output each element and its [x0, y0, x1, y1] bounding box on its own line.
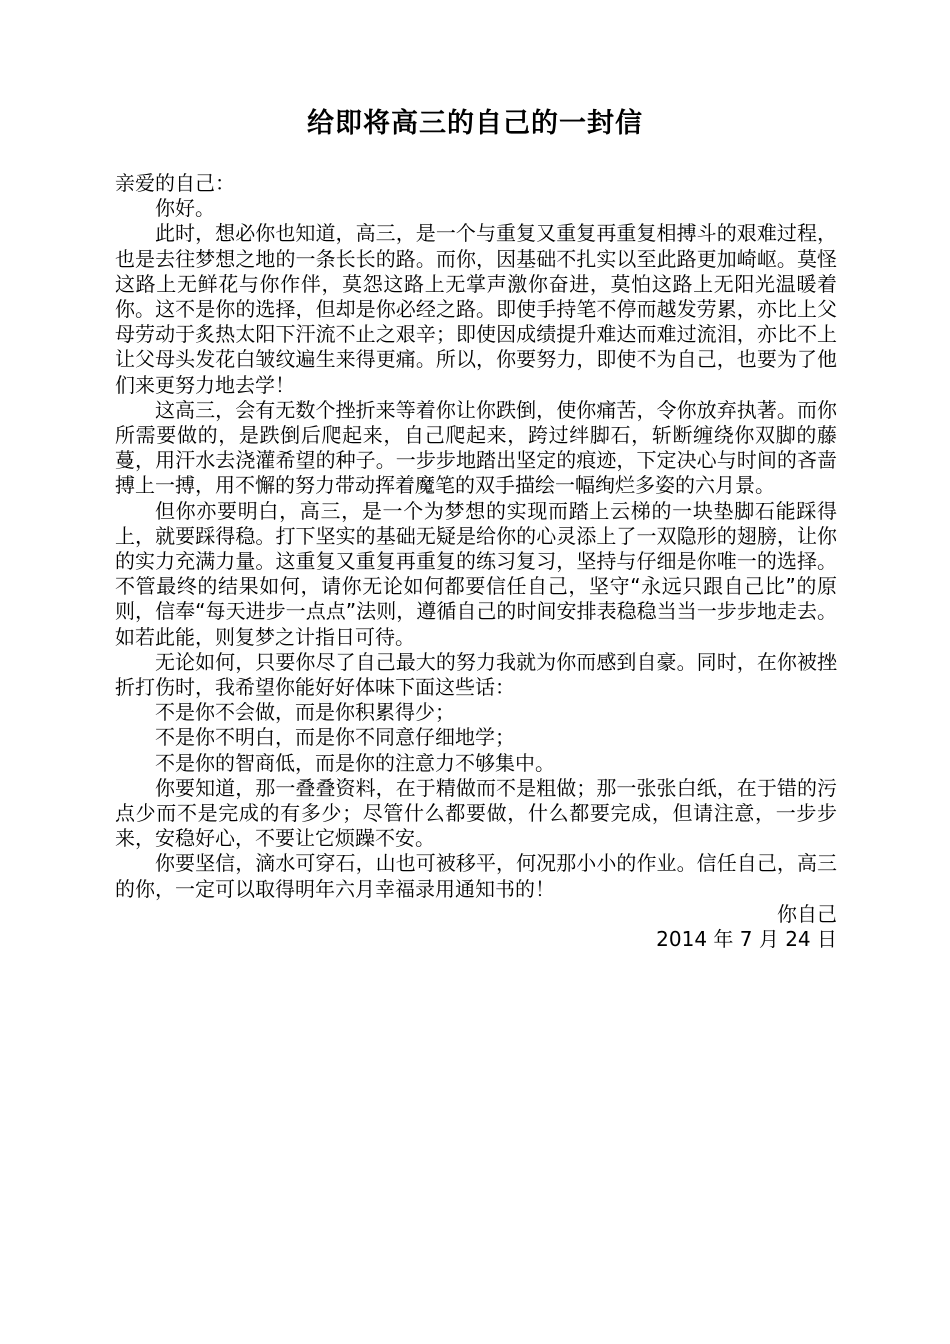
saying-3: 不是你的智商低，而是你的注意力不够集中。 [155, 750, 555, 775]
salutation: 亲爱的自己： [115, 171, 235, 195]
paragraph-1: 此时，想必你也知道，高三，是一个与重复又重复再重复相搏斗的艰难过程，也是去往梦想之地的一条长长的路。而你，因基础不扎实以至此路更加崎岖。莫怪这路上无鲜花与你作伴，莫怨这路上无掌声激你奋进，莫怕这路上无阳光温暖着你。这不是你的选择，但却是你必经之路。即使手持笔不停而越发劳累，亦比上父母劳动于炙热太阳下汗流不止之艰辛；即使因成绩提升难达而难过流泪，亦比不上让父母头发花白皱纹遍生来得更痛。所以，你要努力，即使不为自己，也要为了他们来更努力地去学！ [115, 221, 837, 397]
letter-title: 给即将高三的自己的一封信 [307, 108, 643, 139]
paragraph-4: 无论如何，只要你尽了自己最大的努力我就为你而感到自豪。同时，在你被挫折打伤时，我希望你能好好体味下面这些话： [115, 649, 837, 700]
letter-body [115, 171, 837, 952]
paragraph-5: 你要知道，那一叠叠资料，在于精做而不是粗做；那一张张白纸，在于错的污点少而不是完成的有多少；尽管什么都要做，什么都要完成，但请注意，一步步来，安稳好心，不要让它烦躁不安。 [115, 775, 837, 851]
signature: 你自己 [777, 901, 837, 926]
saying-1: 不是你不会做，而是你积累得少； [155, 700, 455, 725]
saying-2: 不是你不明白，而是你不同意仔细地学； [155, 725, 515, 750]
greeting: 你好。 [155, 196, 215, 221]
paragraph-2: 这高三，会有无数个挫折来等着你让你跌倒，使你痛苦，令你放弃执著。而你所需要做的，是跌倒后爬起来，自己爬起来，跨过绊脚石，斩断缠绕你双脚的藤蔓，用汗水去浇灌希望的种子。一步步地踏出坚定的痕迹，下定决心与时间的吝啬搏上一搏，用不懈的努力带动挥着魔笔的双手描绘一幅绚烂多姿的六月景。 [115, 397, 837, 498]
paragraph-3: 但你亦要明白，高三，是一个为梦想的实现而踏上云梯的一块垫脚石能踩得上，就要踩得稳。打下坚实的基础无疑是给你的心灵添上了一双隐形的翅膀，让你的实力充满力量。这重复又重复再重复的练习复习，坚持与仔细是你唯一的选择。不管最终的结果如何，请你无论如何都要信任自己，坚守“永远只跟自己比”的原则，信奉“每天进步一点点”法则，遵循自己的时间安排表稳稳当当一步步地走去。如若此能，则复梦之计指日可待。 [115, 498, 837, 649]
date: 2014 年 7 月 24 日 [656, 927, 837, 952]
paragraph-6: 你要坚信，滴水可穿石，山也可被移平，何况那小小的作业。信任自己，高三的你，一定可以取得明年六月幸福录用通知书的！ [115, 851, 837, 901]
